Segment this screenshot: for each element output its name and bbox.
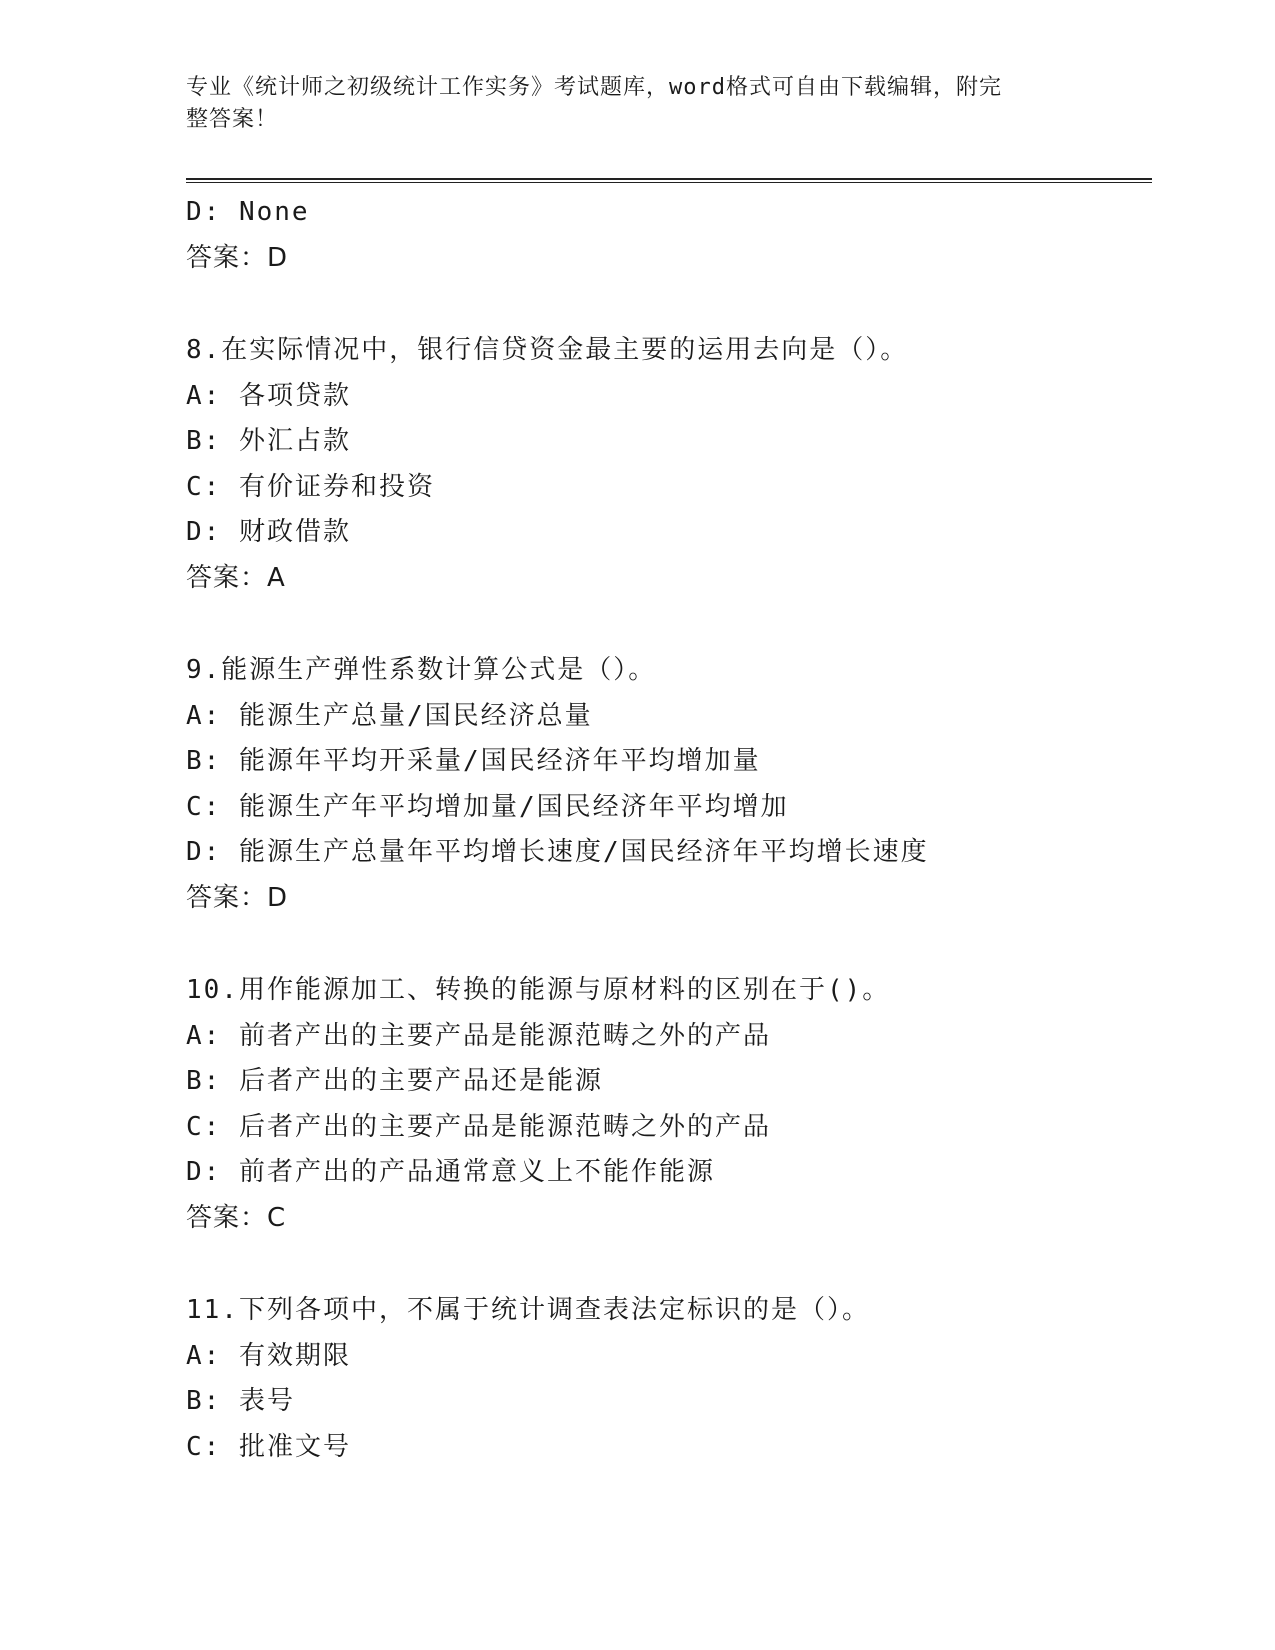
answer-line: 答案：C — [186, 1202, 287, 1233]
answer-line: 答案：A — [186, 562, 286, 593]
question-stem: 8.在实际情况中，银行信贷资金最主要的运用去向是（）。 — [186, 335, 909, 365]
question-stem: 11.下列各项中，不属于统计调查表法定标识的是（）。 — [186, 1295, 870, 1325]
option-d: D: None — [186, 197, 310, 227]
spacer — [186, 1241, 1152, 1288]
answer-line: 答案：D — [186, 882, 289, 913]
option-b: B: 后者产出的主要产品还是能源 — [186, 1066, 603, 1096]
answer-line: 答案：D — [186, 242, 289, 273]
option-b: B: 表号 — [186, 1386, 295, 1416]
option-d: D: 前者产出的产品通常意义上不能作能源 — [186, 1157, 715, 1187]
option-d: D: 财政借款 — [186, 517, 351, 547]
option-c: C: 能源生产年平均增加量/国民经济年平均增加 — [186, 791, 789, 822]
option-a: A: 前者产出的主要产品是能源范畴之外的产品 — [186, 1020, 771, 1051]
option-c: C: 有价证券和投资 — [186, 471, 435, 502]
question-stem: 9.能源生产弹性系数计算公式是（）。 — [186, 655, 657, 685]
question-stem: 10.用作能源加工、转换的能源与原材料的区别在于()。 — [186, 975, 891, 1005]
question-block-11 — [186, 1288, 1152, 1470]
option-a: A: 有效期限 — [186, 1340, 351, 1371]
header-text-line1: 专业《统计师之初级统计工作实务》考试题库，word格式可自由下载编辑，附完 — [186, 75, 1002, 100]
spacer — [186, 921, 1152, 968]
spacer — [186, 601, 1152, 648]
option-a: A: 能源生产总量/国民经济总量 — [186, 700, 593, 731]
option-c: C: 后者产出的主要产品是能源范畴之外的产品 — [186, 1111, 771, 1142]
question-block-10 — [186, 968, 1152, 1241]
option-b: B: 外汇占款 — [186, 426, 351, 456]
spacer — [186, 281, 1152, 328]
question-list — [186, 190, 1152, 1470]
option-d: D: 能源生产总量年平均增长速度/国民经济年平均增长速度 — [186, 837, 929, 867]
question-block-9 — [186, 648, 1152, 921]
header-text-line2: 整答案！ — [186, 107, 279, 132]
option-c: C: 批准文号 — [186, 1431, 351, 1462]
page-header — [186, 72, 1066, 136]
header-divider — [186, 178, 1152, 183]
question-block-prev — [186, 190, 1152, 281]
question-block-8 — [186, 328, 1152, 601]
option-a: A: 各项贷款 — [186, 380, 351, 411]
option-b: B: 能源年平均开采量/国民经济年平均增加量 — [186, 746, 761, 776]
